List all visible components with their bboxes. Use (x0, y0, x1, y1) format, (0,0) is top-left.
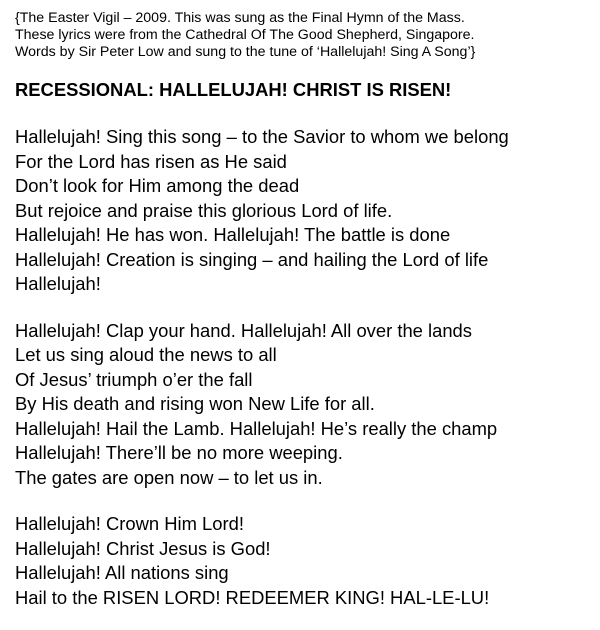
lyric-line: Hail to the RISEN LORD! REDEEMER KING! HAL-LE-LU! (15, 586, 490, 608)
lyrics-document (15, 10, 600, 610)
lyric-line: Hallelujah! All nations sing (15, 562, 229, 583)
intro-note-line: Words by Sir Peter Low and sung to the tune of ‘Hallelujah! Sing A Song’} (15, 44, 476, 60)
lyric-line: Hallelujah! Crown Him Lord! (15, 513, 244, 534)
verse-3 (15, 512, 600, 610)
verses (15, 125, 600, 610)
verse-1 (15, 125, 600, 297)
verse-2 (15, 319, 600, 491)
intro-note-line: These lyrics were from the Cathedral Of The Good Shepherd, Singapore. (15, 27, 475, 43)
lyric-line: Of Jesus’ triumph o’er the fall (15, 368, 253, 390)
lyric-line: Hallelujah! He has won. Hallelujah! The battle is done (15, 224, 451, 245)
lyric-line: But rejoice and praise this glorious Lord of life. (15, 199, 393, 221)
lyric-line: Hallelujah! Christ Jesus is God! (15, 537, 271, 559)
lyric-line: Let us sing aloud the news to all (15, 344, 277, 365)
lyric-line: By His death and rising won New Life for all. (15, 393, 375, 414)
lyric-line: Hallelujah! Sing this song – to the Savior to whom we belong (15, 126, 509, 147)
lyric-line: Hallelujah! Creation is singing – and hailing the Lord of life (15, 248, 489, 270)
hymn-title: RECESSIONAL: HALLELUJAH! CHRIST IS RISEN! (15, 79, 452, 100)
lyric-line: Hallelujah! Hail the Lamb. Hallelujah! He’s really the champ (15, 417, 498, 439)
lyric-line: Hallelujah! Clap your hand. Hallelujah! All over the lands (15, 319, 472, 341)
lyric-line: Don’t look for Him among the dead (15, 175, 300, 196)
lyric-line: Hallelujah! (15, 273, 101, 294)
lyric-line: The gates are open now – to let us in. (15, 466, 323, 488)
intro-note (15, 10, 600, 61)
lyric-line: For the Lord has risen as He said (15, 150, 287, 172)
intro-note-line: {The Easter Vigil – 2009. This was sung as the Final Hymn of the Mass. (15, 10, 465, 26)
lyric-line: Hallelujah! There’ll be no more weeping. (15, 442, 343, 463)
